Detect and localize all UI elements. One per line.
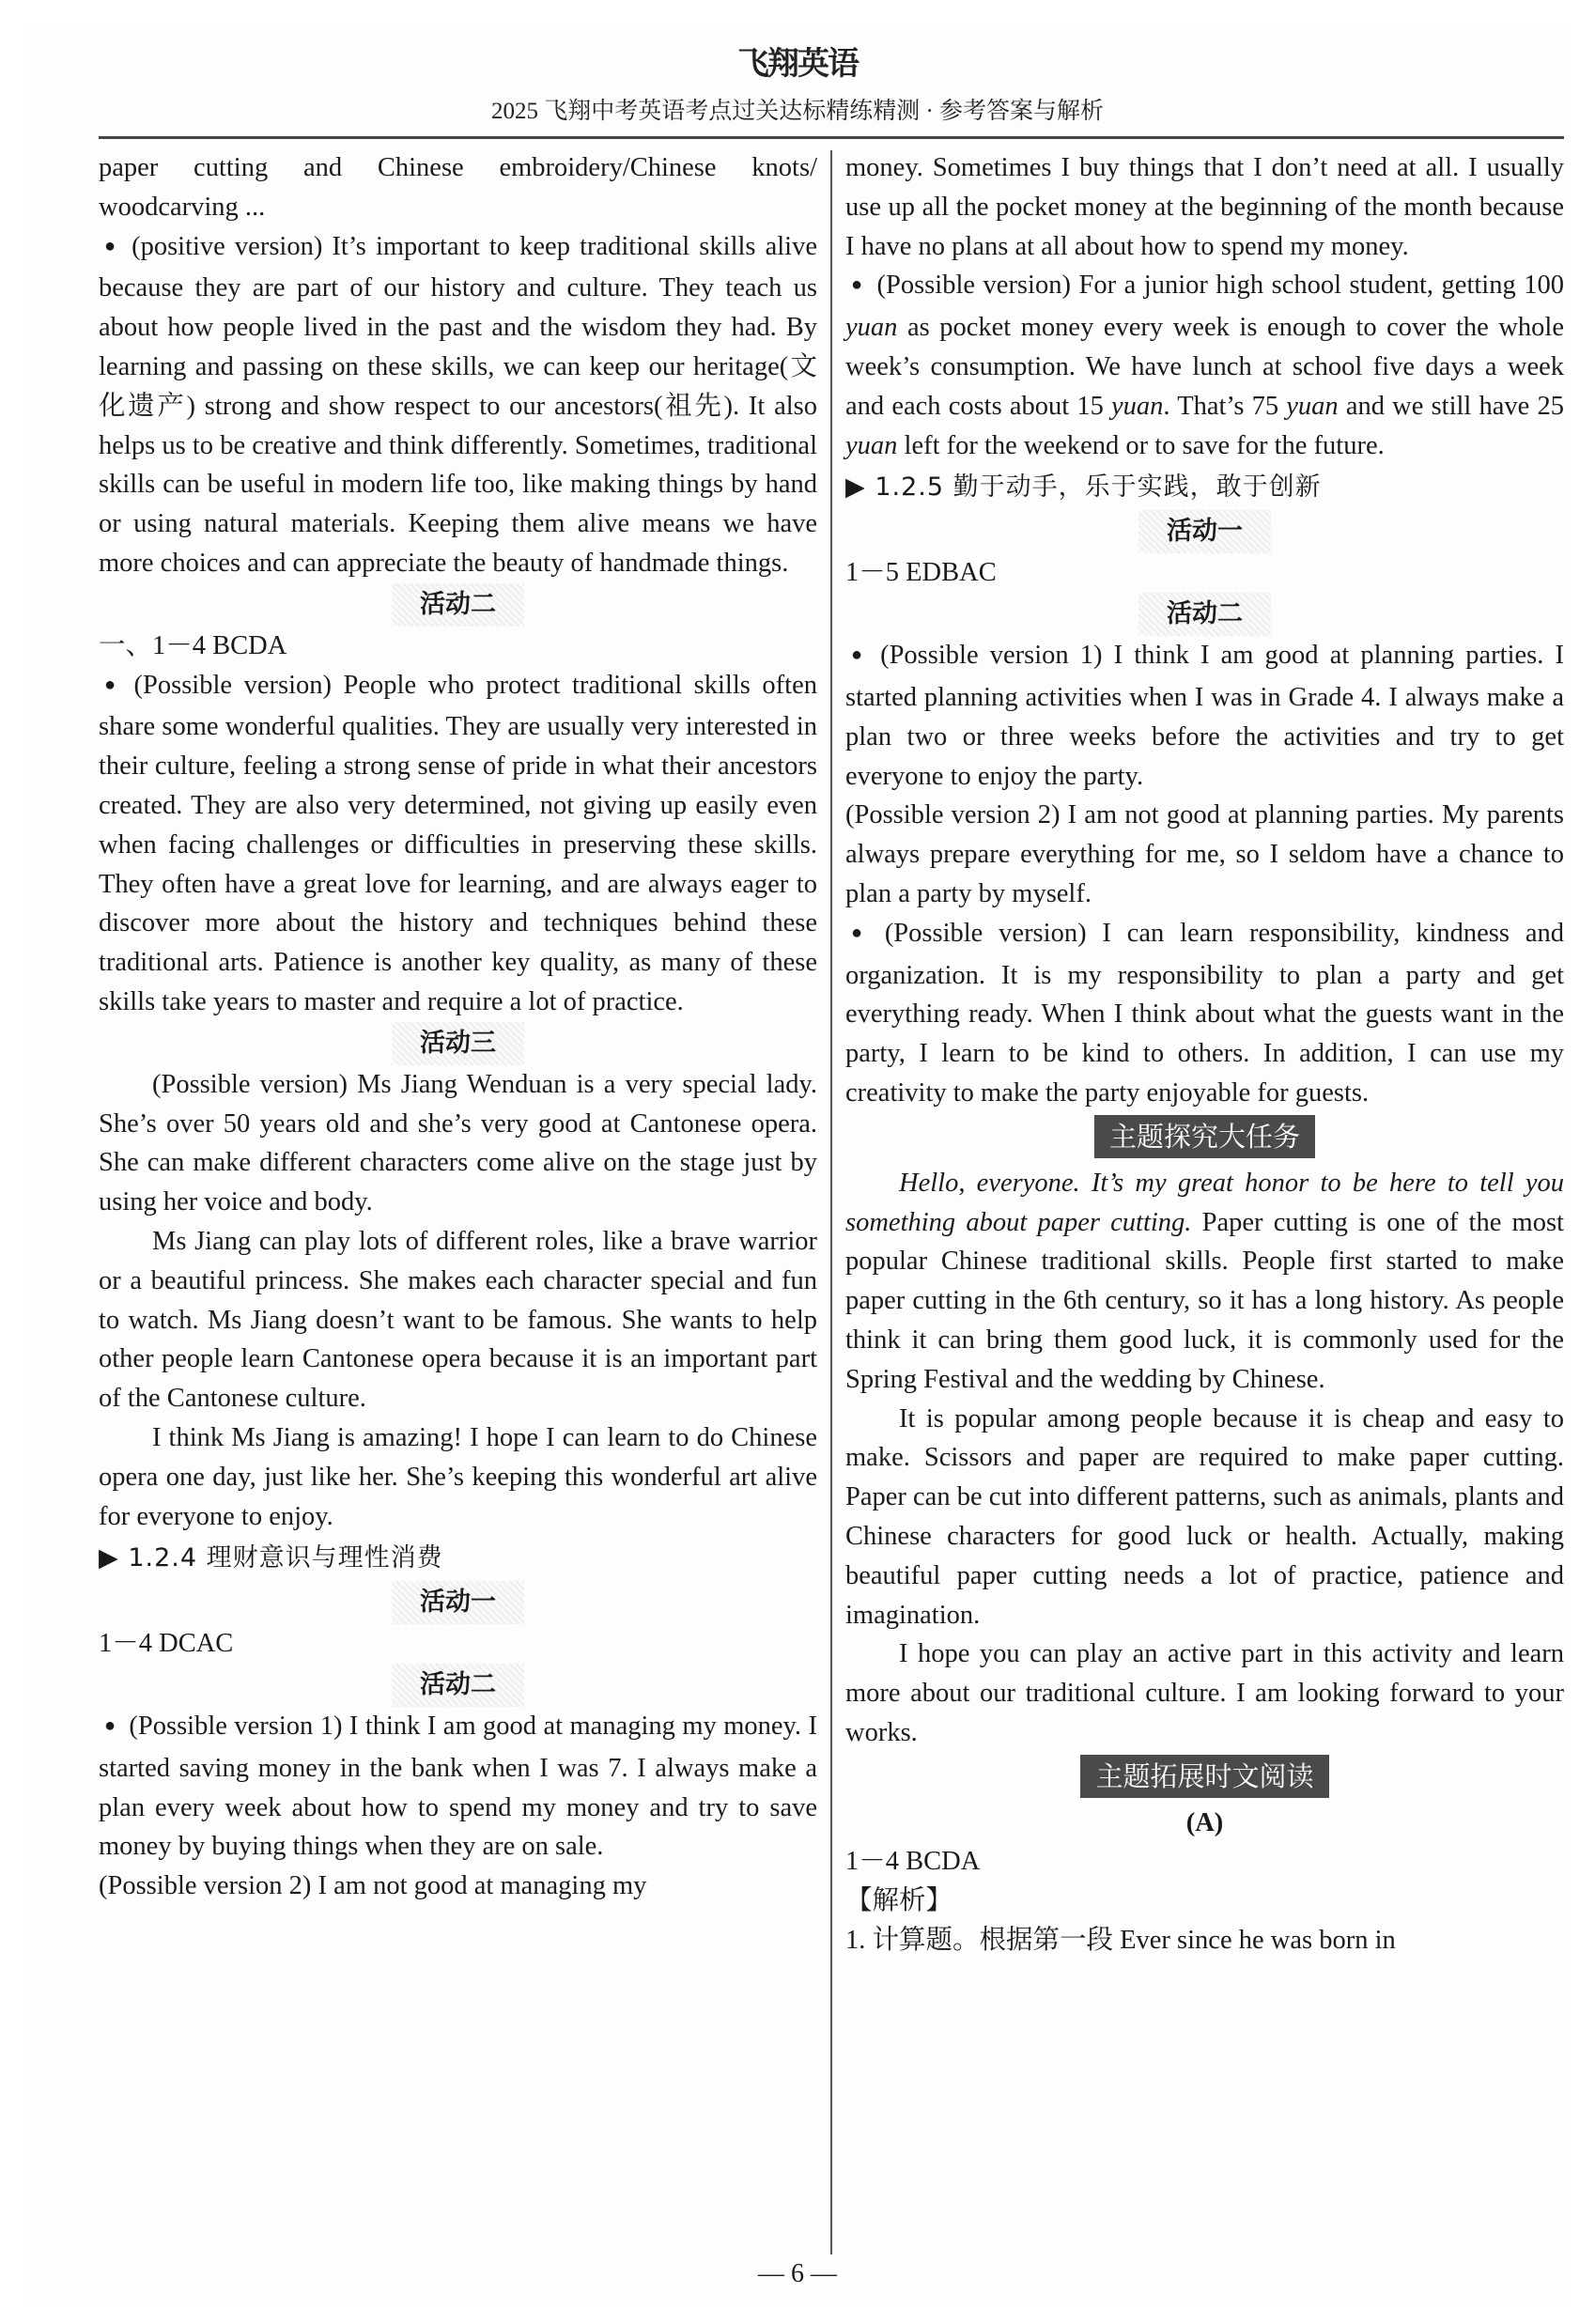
paragraph: 1. 计算题。根据第一段 Ever since he was born in xyxy=(845,1926,1396,1956)
activity-heading xyxy=(99,1664,817,1707)
topic-banner xyxy=(845,1755,1564,1802)
paragraph: 1－4 BCDA xyxy=(845,1847,981,1877)
text-run: and we still have 25 xyxy=(1338,391,1564,421)
brand-logo: 飞翔英语 xyxy=(737,45,858,83)
paragraph: (Possible version 2) I am not good at managing my xyxy=(99,1871,647,1901)
paragraph: (Possible version 2) I am not good at planning parties. My parents always prepare everything for me, so I seldom have a chance to plan a party by myself. xyxy=(845,800,1564,908)
indented-paragraph: (Possible version) Ms Jiang Wenduan is a very special lady. She’s over 50 years old and she’s very good at Cantonese opera. She can make different characters come alive on the stage just by using her voice and body. xyxy=(99,1069,817,1217)
italic-text: Hello, everyone. It’s my great honor to be here to tell you something about paper cutting. xyxy=(845,1168,1564,1237)
indented-paragraph: I think Ms Jiang is amazing! I hope I can learn to do Chinese opera one day, just like her. She’s keeping this wonderful art alive for everyone to enjoy. xyxy=(99,1422,817,1531)
activity-heading xyxy=(845,593,1564,636)
paragraph: paper cutting and Chinese embroidery/Chinese knots/ woodcarving ... xyxy=(99,153,817,222)
activity-heading-label: 活动三 xyxy=(392,1022,524,1065)
indented-paragraph: I hope you can play an active part in this activity and learn more about our traditional culture. I am looking forward to your works. xyxy=(845,1639,1564,1747)
activity-heading xyxy=(99,1022,817,1065)
running-header: 2025 飞翔中考英语考点过关达标精练精测 · 参考答案与解析 xyxy=(490,99,1105,124)
topic-banner-label: 主题拓展时文阅读 xyxy=(1080,1755,1328,1798)
header-rule xyxy=(99,136,1564,139)
activity-heading-label: 活动一 xyxy=(1138,510,1271,553)
section-heading: ▶ 1.2.5 勤于动手，乐于实践，敢于创新 xyxy=(845,473,1322,503)
activity-heading-label: 活动二 xyxy=(392,1664,524,1707)
page-number: — 6 — xyxy=(758,2259,837,2288)
italic-text: yuan xyxy=(1111,391,1164,421)
italic-text: yuan xyxy=(1286,391,1339,421)
bullet-paragraph xyxy=(845,266,1564,465)
bullet-paragraph: ● (Possible version 1) I think I am good at planning parties. I started planning activities when I was in Grade 4. I always make a plan two or three weeks before the activities and try to get everyone to enjoy the party. xyxy=(845,636,1564,796)
italic-text: yuan xyxy=(845,313,898,343)
text-run: left for the weekend or to save for the future. xyxy=(897,430,1385,460)
text-run: . That’s 75 xyxy=(1163,391,1287,421)
indented-paragraph xyxy=(845,1164,1564,1400)
indented-paragraph: It is popular among people because it is cheap and easy to make. Scissors and paper are required to make paper cutting. Paper can be cut into different patterns, such as animals, plants and Chinese characters for good luck or health. Actually, making beautiful paper cutting needs a lot of practice, patience and imagination. xyxy=(845,1403,1564,1630)
centered-label: (A) xyxy=(1185,1807,1224,1837)
activity-heading-label: 活动一 xyxy=(392,1581,524,1624)
section-heading: ▶ 1.2.4 理财意识与理性消费 xyxy=(99,1543,443,1573)
text-run: (Possible version) For a junior high school student, getting 100 xyxy=(876,271,1564,301)
bullet-paragraph: ● (Possible version 1) I think I am good at managing my money. I started saving money in the bank when I was 7. I always make a plan every week about how to spend my money and try to save money by buying things when they are on sale. xyxy=(99,1707,817,1867)
activity-heading xyxy=(845,510,1564,553)
indented-paragraph: Ms Jiang can play lots of different roles, like a brave warrior or a beautiful princess. She makes each character special and fun to watch. Ms Jiang doesn’t want to be famous. She wants to help other people learn Cantonese opera because it is an important part of the Cantonese culture. xyxy=(99,1226,817,1414)
right-column xyxy=(845,148,1564,1960)
topic-banner-label: 主题探究大任务 xyxy=(1094,1115,1315,1158)
bullet-paragraph: ● (positive version) It’s important to keep traditional skills alive because they are part of our history and culture. They teach us about how people lived in the past and the wisdom they had. By learning and passing on these skills, we can keep our heritage(文化遗产) strong and show respect to our ancestors(祖先). It also helps us to be creative and think differently. Sometimes, traditional skills can be useful in modern life too, like making things by hand or using natural materials. Keeping them alive means we have more choices and can appreciate the beauty of handmade things. xyxy=(99,227,817,583)
activity-heading xyxy=(99,583,817,627)
paragraph: money. Sometimes I buy things that I don’t need at all. I usually use up all the pocket money at the beginning of the month because I have no plans at all about how to spend my money. xyxy=(845,153,1564,261)
text-run: as pocket money every week is enough to cover the whole week’s consumption. We have lunch at school five days a week and each costs about 15 xyxy=(845,313,1564,421)
bullet-paragraph: ● (Possible version) I can learn responsibility, kindness and organization. It is my responsibility to plan a party and get everything ready. When I think about what the guests want in the party, I learn to be kind to others. In addition, I can use my creativity to make the party enjoyable for guests. xyxy=(845,914,1564,1113)
activity-heading-label: 活动二 xyxy=(392,583,524,627)
paragraph: 1－5 EDBAC xyxy=(845,558,997,588)
column-divider xyxy=(830,150,832,2254)
text-run: Paper cutting is one of the most popular Chinese traditional skills. People first started to make paper cutting in the 6th century, so it has a long history. As people think it can bring them good luck, it is commonly used for the Spring Festival and the wedding by Chinese. xyxy=(845,1207,1564,1394)
activity-heading-label: 活动二 xyxy=(1138,593,1271,636)
topic-banner xyxy=(845,1115,1564,1162)
italic-text: yuan xyxy=(845,430,898,460)
paragraph: 1－4 DCAC xyxy=(99,1629,234,1659)
bullet-paragraph: ● (Possible version) People who protect traditional skills often share some wonderful qualities. They are usually very interested in their culture, feeling a strong sense of pride in what their ancestors created. They are also very determined, not giving up easily even when facing challenges or difficulties in preserving these skills. They often have a great love for learning, and are always eager to discover more about the history and techniques behind these traditional arts. Patience is another key quality, as many of these skills take years to master and require a lot of practice. xyxy=(99,666,817,1022)
paragraph: 【解析】 xyxy=(845,1886,953,1916)
left-column xyxy=(99,148,817,1906)
paragraph: 一、1－4 BCDA xyxy=(99,630,287,660)
activity-heading xyxy=(99,1581,817,1624)
